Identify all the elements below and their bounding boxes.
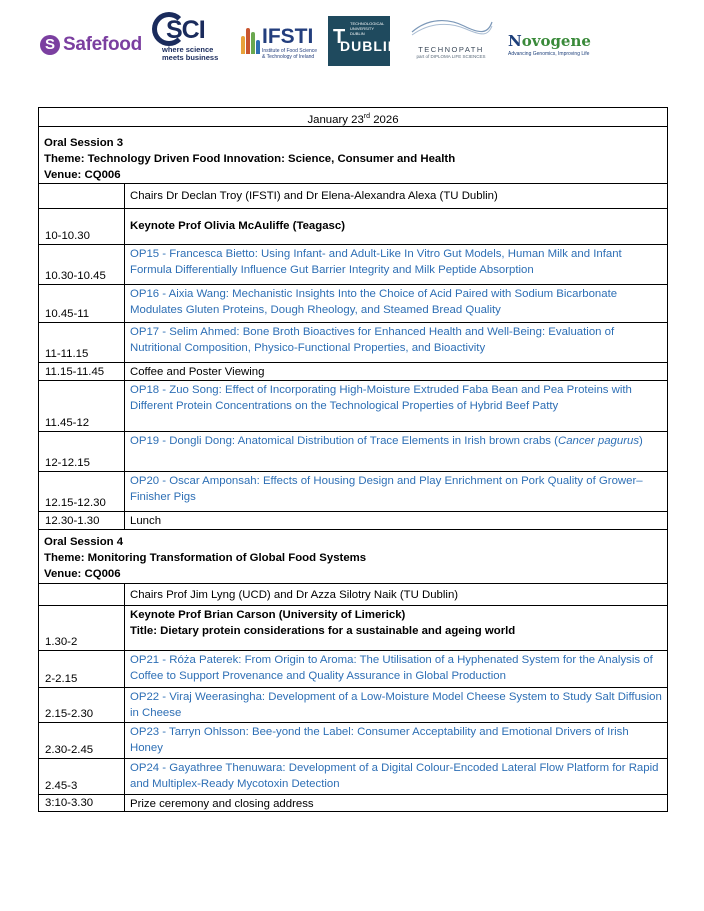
session4-header: [39, 530, 668, 584]
safefood-s-icon: S: [40, 35, 60, 55]
sci-tagline: where science meets business: [162, 45, 219, 62]
talk-op17: OP17 - Selim Ahmed: Bone Broth Bioactives for Enhanced Health and Well-Being: Evaluation of Nutritional Composition, Physico-Functional Properties, and Bioactivity: [125, 323, 668, 363]
wheat-icon: [240, 26, 260, 54]
sci-logo: [152, 12, 224, 62]
time-slot: 10.45-11: [39, 285, 125, 323]
talk-op16: OP16 - Aixia Wang: Mechanistic Insights Into the Choice of Acid Paired with Sodium Bicarbonate Modulates Gluten Proteins, Dough Rheology, and Steamed Bread Quality: [125, 285, 668, 323]
table-row: [39, 363, 668, 381]
time-slot: 11-11.15: [39, 323, 125, 363]
time-slot: 12.15-12.30: [39, 472, 125, 512]
sponsor-logos: [0, 0, 704, 90]
table-row: [39, 723, 668, 759]
time-slot: 2-2.15: [39, 651, 125, 688]
table-row: [39, 245, 668, 285]
time-slot: 3:10-3.30: [39, 795, 125, 812]
talk-op20: OP20 - Oscar Amponsah: Effects of Housing Design and Play Enrichment on Pork Quality of Grower–Finisher Pigs: [125, 472, 668, 512]
novogene-tagline: Advancing Genomics, Improving Life: [508, 51, 590, 57]
session3-chairs: Chairs Dr Declan Troy (IFSTI) and Dr Elena-Alexandra Alexa (TU Dublin): [125, 184, 668, 209]
tu-dublin-logo: TECHNOLOGICAL UNIVERSITY DUBLIN T DUBLIN: [328, 16, 390, 66]
date-row: [39, 108, 668, 127]
talk-op23: OP23 - Tarryn Ohlsson: Bee-yond the Label: Consumer Acceptability and Emotional Drivers of Irish Honey: [125, 723, 668, 759]
safefood-logo: [40, 34, 142, 56]
technopath-wave-icon: [408, 16, 494, 38]
session3-header: [39, 127, 668, 184]
safefood-wordmark: Safefood: [63, 34, 142, 55]
talk-op18: OP18 - Zuo Song: Effect of Incorporating High-Moisture Extruded Faba Bean and Pea Proteins with Different Protein Concentrations on the Technological Properties of Hybrid Beef Patty: [125, 381, 668, 432]
table-row: [39, 688, 668, 723]
session3-chairs-row: [39, 184, 668, 209]
talk-op15: OP15 - Francesca Bietto: Using Infant- and Adult-Like In Vitro Gut Models, Human Milk and Infant Formula Differentially Influence Gut Barrier Integrity and Milk Peptide Absorption: [125, 245, 668, 285]
time-slot: 2.30-2.45: [39, 723, 125, 759]
talk-op24: OP24 - Gayathree Thenuwara: Development of a Digital Colour-Encoded Lateral Flow Platform for Rapid and Multiplex-Ready Mycotoxin Detection: [125, 759, 668, 795]
coffee-break: Coffee and Poster Viewing: [125, 363, 668, 381]
novogene-logo: [508, 32, 598, 57]
time-slot: 10-10.30: [39, 209, 125, 245]
schedule-table: [38, 107, 668, 812]
table-row: [39, 209, 668, 245]
table-row: [39, 512, 668, 530]
novogene-wordmark: Novogene: [508, 32, 591, 50]
keynote-brian-carson: Keynote Prof Brian Carson (University of Limerick) Title: Dietary protein considerations for a sustainable and ageing world: [125, 606, 668, 651]
date-header: January 23rd 2026: [39, 108, 668, 127]
session4-chairs: Chairs Prof Jim Lyng (UCD) and Dr Azza Silotry Naik (TU Dublin): [125, 584, 668, 606]
talk-op19: OP19 - Dongli Dong: Anatomical Distribution of Trace Elements in Irish brown crabs (Cancer pagurus): [125, 432, 668, 472]
session4-title: Oral Session 4: [44, 536, 124, 548]
tu-dublin-wordmark: DUBLIN: [340, 38, 399, 54]
sci-wordmark: SCI: [166, 16, 205, 44]
lunch-break: Lunch: [125, 512, 668, 530]
table-row: [39, 381, 668, 432]
session4-chairs-row: [39, 584, 668, 606]
session4-venue: Venue: CQ006: [44, 568, 121, 580]
time-slot: 11.45-12: [39, 381, 125, 432]
session3-venue: Venue: CQ006: [44, 169, 121, 181]
session4-theme: Theme: Monitoring Transformation of Global Food Systems: [44, 552, 367, 564]
talk-op21: OP21 - Róża Paterek: From Origin to Aroma: The Utilisation of a Hyphenated System for the Analysis of Coffee to Support Provenance and Quality Assurance in Global Production: [125, 651, 668, 688]
technopath-wordmark: TECHNOPATH: [418, 45, 484, 54]
table-row: [39, 285, 668, 323]
ifsti-wordmark: IFSTI: [262, 25, 314, 48]
table-row: [39, 432, 668, 472]
time-slot: 11.15-11.45: [39, 363, 125, 381]
table-row: [39, 606, 668, 651]
talk-op22: OP22 - Viraj Weerasingha: Development of a Low-Moisture Model Cheese System to Study Salt Diffusion in Cheese: [125, 688, 668, 723]
prize-ceremony: Prize ceremony and closing address: [125, 795, 668, 812]
time-slot: 1.30-2: [39, 606, 125, 651]
time-slot: 12.30-1.30: [39, 512, 125, 530]
table-row: [39, 759, 668, 795]
table-row: [39, 472, 668, 512]
session3-header-row: [39, 127, 668, 184]
time-slot: 2.45-3: [39, 759, 125, 795]
time-slot: 2.15-2.30: [39, 688, 125, 723]
session4-header-row: [39, 530, 668, 584]
ifsti-logo: IFSTI Institute of Food Science & Technology of Ireland: [240, 26, 317, 60]
technopath-logo: TECHNOPATH part of DIPLOMA LIFE SCIENCES: [408, 16, 494, 59]
table-row: [39, 795, 668, 812]
session3-title: Oral Session 3: [44, 137, 124, 149]
table-row: [39, 323, 668, 363]
time-slot: 10.30-10.45: [39, 245, 125, 285]
keynote-olivia-mcauliffe: Keynote Prof Olivia McAuliffe (Teagasc): [125, 209, 668, 245]
time-slot: 12-12.15: [39, 432, 125, 472]
table-row: [39, 651, 668, 688]
session3-theme: Theme: Technology Driven Food Innovation: Science, Consumer and Health: [44, 153, 456, 165]
tu-t-icon: T: [333, 26, 346, 48]
